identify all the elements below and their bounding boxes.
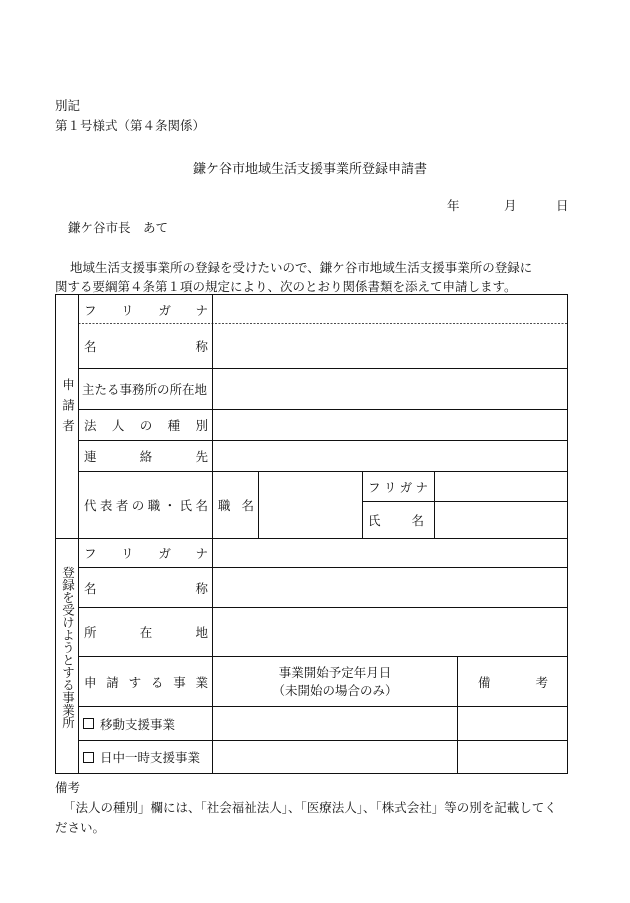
applicant-furigana-label: フ リ ガ ナ: [84, 302, 208, 318]
applicant-furigana-field[interactable]: [213, 296, 567, 323]
mobility-start-date-field[interactable]: [213, 707, 457, 740]
service-daytime-label: 日中一時支援事業: [100, 750, 201, 765]
applicant-contact-label: 連 絡 先: [84, 449, 208, 464]
start-date-line-1: 事業開始予定年月日: [278, 664, 392, 680]
daytime-start-date-field[interactable]: [213, 741, 457, 773]
facility-service-label: 申 請 す る 事 業: [84, 674, 208, 690]
facility-location-label: 所 在 地: [84, 625, 208, 640]
applicant-contact-field[interactable]: [213, 441, 567, 471]
remarks-header: 備 考: [478, 674, 548, 690]
rep-furigana-label: フ リ ガ ナ: [368, 479, 428, 495]
service-row-daytime[interactable]: [79, 741, 212, 773]
intro-line-1: 地域生活支援事業所の登録を受けたいので、鎌ケ谷市地域生活支援事業所の登録に: [70, 260, 533, 275]
rep-furigana-field[interactable]: [435, 472, 567, 501]
checkbox-daytime[interactable]: [83, 752, 94, 763]
facility-name-field[interactable]: [213, 568, 567, 607]
applicant-office-label: 主たる事務所の所在地: [82, 382, 208, 397]
checkbox-mobility[interactable]: [83, 718, 94, 729]
applicant-rep-label: 代 表 者 の 職 ・ 氏 名: [84, 498, 208, 513]
rep-position-field[interactable]: [259, 472, 362, 538]
applicant-corp-type-label: 法 人 の 種 別: [84, 418, 208, 433]
rep-name-label: 氏 名: [368, 513, 424, 528]
applicant-name-label: 名 称: [84, 339, 208, 354]
facility-furigana-label: フ リ ガ ナ: [84, 546, 208, 561]
facility-location-field[interactable]: [213, 608, 567, 656]
rep-position-label: 職 名: [218, 498, 254, 513]
facility-group-label: 登録を受けようとする事業所: [60, 566, 76, 729]
start-date-header: [213, 657, 457, 706]
date-year-label: 年: [447, 198, 460, 213]
rep-name-field[interactable]: [435, 502, 567, 538]
applicant-name-field[interactable]: [213, 324, 567, 368]
intro-line-2: 関する要綱第４条第１項の規定により、次のとおり関係書類を添えて申請します。: [55, 279, 517, 294]
applicant-group-label: 申請者: [60, 378, 76, 440]
service-row-mobility[interactable]: [79, 707, 212, 740]
applicant-office-field[interactable]: [213, 369, 567, 409]
form-number: 第１号様式（第４条関係）: [55, 118, 206, 133]
service-mobility-label: 移動支援事業: [100, 716, 176, 732]
date-day-label: 日: [556, 198, 569, 213]
mobility-remarks-field[interactable]: [458, 707, 567, 740]
facility-name-label: 名 称: [84, 580, 208, 596]
applicant-corp-type-field[interactable]: [213, 410, 567, 440]
start-date-line-2: （未開始の場合のみ）: [272, 682, 398, 698]
note-label: 別記: [55, 98, 81, 113]
date-month-label: 月: [504, 198, 517, 213]
footer-line-2: ださい。: [55, 820, 106, 835]
facility-furigana-field[interactable]: [213, 539, 567, 567]
footer-heading: 備考: [55, 780, 81, 795]
page-title: 鎌ケ谷市地域生活支援事業所登録申請書: [193, 162, 428, 177]
daytime-remarks-field[interactable]: [458, 741, 567, 773]
addressee: 鎌ケ谷市長 あて: [68, 220, 169, 235]
footer-line-1: 「法人の種別」欄には、「社会福祉法人」、「医療法人」、「株式会社」等の別を記載してく: [63, 800, 557, 815]
